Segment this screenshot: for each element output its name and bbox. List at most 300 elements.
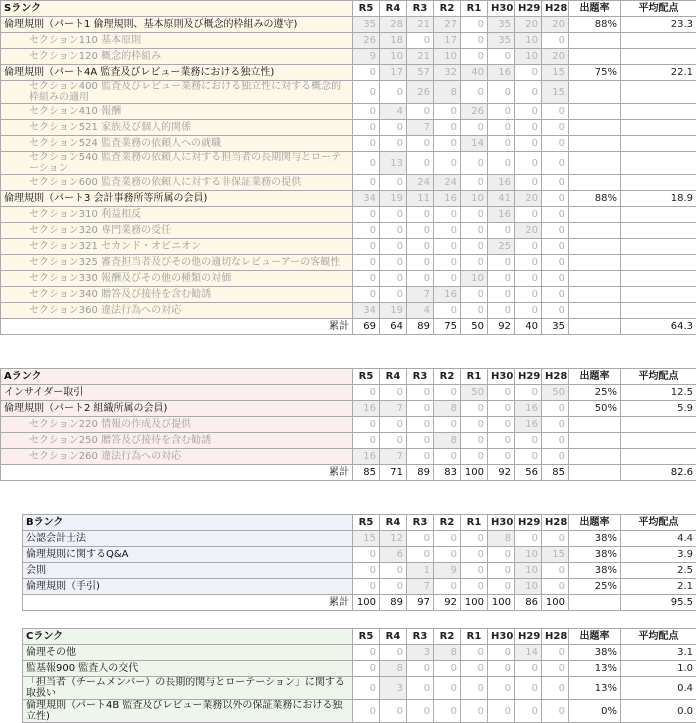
count-cell: 0: [488, 563, 515, 579]
total-row: [1, 465, 696, 481]
count-cell: 0: [380, 175, 407, 191]
rate-cell: [569, 287, 621, 303]
count-cell: 14: [515, 645, 542, 661]
topic-label: 倫理規則（パート4A 監査及びレビュー業務における独立性): [1, 65, 353, 81]
rank-title: Bランク: [23, 515, 353, 531]
count-cell: 8: [434, 433, 461, 449]
count-cell: 0: [488, 136, 515, 152]
total-cell: 89: [407, 465, 434, 481]
header-row: [23, 629, 696, 645]
total-cell: 56: [515, 465, 542, 481]
avg-cell: [621, 81, 696, 104]
count-cell: 0: [488, 81, 515, 104]
count-cell: 0: [353, 677, 380, 700]
rate-cell: [569, 152, 621, 175]
year-header: R4: [380, 629, 407, 645]
count-cell: 0: [407, 401, 434, 417]
total-rate-cell: [569, 595, 621, 611]
count-cell: 0: [353, 547, 380, 563]
avg-cell: [621, 287, 696, 303]
count-cell: 0: [515, 661, 542, 677]
topic-label: 会則: [23, 563, 353, 579]
avg-cell: [621, 271, 696, 287]
rate-cell: [569, 303, 621, 319]
rate-cell: 38%: [569, 563, 621, 579]
topic-row: [23, 547, 696, 563]
count-cell: 0: [461, 255, 488, 271]
count-cell: 0: [461, 49, 488, 65]
count-cell: 0: [542, 175, 569, 191]
total-cell: 92: [434, 595, 461, 611]
count-cell: 20: [515, 223, 542, 239]
count-cell: 0: [353, 65, 380, 81]
count-cell: 7: [380, 401, 407, 417]
count-cell: 16: [488, 65, 515, 81]
count-cell: 0: [488, 417, 515, 433]
count-cell: 0: [488, 385, 515, 401]
count-cell: 0: [353, 287, 380, 303]
count-cell: 0: [488, 152, 515, 175]
count-cell: 28: [380, 17, 407, 33]
subtopic-row: [1, 49, 696, 65]
subtopic-row: [1, 287, 696, 303]
count-cell: 16: [353, 401, 380, 417]
count-cell: 10: [515, 33, 542, 49]
avg-cell: 23.3: [621, 17, 696, 33]
subtopic-label: セクション400 監査及びレビュー業務における独立性に対する概念的枠組みの適用: [1, 81, 353, 104]
rate-cell: 13%: [569, 661, 621, 677]
rate-cell: 38%: [569, 531, 621, 547]
subtopic-row: [1, 271, 696, 287]
subtopic-row: [1, 152, 696, 175]
count-cell: 41: [488, 191, 515, 207]
count-cell: 0: [542, 579, 569, 595]
total-cell: 40: [515, 319, 542, 335]
rate-cell: [569, 49, 621, 65]
count-cell: 20: [515, 191, 542, 207]
avg-cell: [621, 104, 696, 120]
count-cell: 10: [515, 547, 542, 563]
count-cell: 0: [380, 563, 407, 579]
count-cell: 0: [407, 255, 434, 271]
subtopic-label: セクション310 利益相反: [1, 207, 353, 223]
count-cell: 0: [407, 547, 434, 563]
count-cell: 0: [515, 175, 542, 191]
total-row: [23, 595, 696, 611]
avg-cell: 0.4: [621, 677, 696, 700]
total-cell: 35: [542, 319, 569, 335]
count-cell: 0: [380, 120, 407, 136]
subtopic-label: セクション410 報酬: [1, 104, 353, 120]
subtopic-label: セクション120 概念的枠組み: [1, 49, 353, 65]
count-cell: 0: [407, 104, 434, 120]
count-cell: 0: [380, 385, 407, 401]
count-cell: 0: [461, 449, 488, 465]
count-cell: 1: [407, 563, 434, 579]
avg-cell: [621, 417, 696, 433]
count-cell: 0: [461, 152, 488, 175]
avg-cell: 22.1: [621, 65, 696, 81]
count-cell: 7: [407, 120, 434, 136]
topic-row: [1, 401, 696, 417]
count-cell: 0: [515, 255, 542, 271]
topic-label: 倫理規則（手引): [23, 579, 353, 595]
count-cell: 0: [434, 207, 461, 223]
count-cell: 0: [407, 677, 434, 700]
rate-cell: [569, 433, 621, 449]
count-cell: 0: [434, 661, 461, 677]
count-cell: 35: [353, 17, 380, 33]
year-header: R5: [353, 369, 380, 385]
count-cell: 0: [542, 33, 569, 49]
count-cell: 0: [407, 152, 434, 175]
count-cell: 16: [488, 175, 515, 191]
avg-cell: [621, 136, 696, 152]
rate-cell: 0%: [569, 700, 621, 723]
count-cell: 20: [515, 17, 542, 33]
total-cell: 50: [461, 319, 488, 335]
count-cell: 0: [542, 223, 569, 239]
rate-cell: 88%: [569, 17, 621, 33]
count-cell: 0: [542, 120, 569, 136]
count-cell: 21: [407, 17, 434, 33]
count-cell: 0: [353, 255, 380, 271]
count-cell: 0: [380, 287, 407, 303]
avg-cell: [621, 239, 696, 255]
total-cell: 92: [488, 465, 515, 481]
count-cell: 0: [461, 661, 488, 677]
total-cell: 100: [488, 595, 515, 611]
count-cell: 0: [542, 531, 569, 547]
count-cell: 18: [380, 33, 407, 49]
subtopic-label: セクション260 違法行為への対応: [1, 449, 353, 465]
count-cell: 16: [515, 417, 542, 433]
topic-label: 倫理規則（パート4B 監査及びレビュー業務以外の保証業務における独立性): [23, 700, 353, 723]
year-header: R3: [407, 369, 434, 385]
count-cell: 0: [488, 661, 515, 677]
rate-header: 出題率: [569, 629, 621, 645]
count-cell: 16: [434, 287, 461, 303]
subtopic-label: セクション360 違法行為への対応: [1, 303, 353, 319]
count-cell: 0: [407, 531, 434, 547]
count-cell: 0: [488, 433, 515, 449]
count-cell: 10: [515, 579, 542, 595]
year-header: R2: [434, 515, 461, 531]
count-cell: 32: [434, 65, 461, 81]
rate-cell: [569, 175, 621, 191]
rate-cell: 25%: [569, 385, 621, 401]
year-header: H29: [515, 369, 542, 385]
count-cell: 0: [542, 271, 569, 287]
count-cell: 26: [461, 104, 488, 120]
year-header: H30: [488, 515, 515, 531]
count-cell: 0: [461, 401, 488, 417]
count-cell: 8: [380, 661, 407, 677]
rate-cell: 50%: [569, 401, 621, 417]
count-cell: 0: [542, 449, 569, 465]
count-cell: 50: [461, 385, 488, 401]
avg-cell: 3.9: [621, 547, 696, 563]
count-cell: 0: [353, 645, 380, 661]
count-cell: 7: [380, 449, 407, 465]
count-cell: 0: [461, 645, 488, 661]
count-cell: 12: [380, 531, 407, 547]
count-cell: 0: [515, 271, 542, 287]
count-cell: 0: [515, 531, 542, 547]
topic-row: [23, 579, 696, 595]
count-cell: 0: [461, 677, 488, 700]
total-cell: 89: [380, 595, 407, 611]
count-cell: 8: [488, 531, 515, 547]
count-cell: 0: [434, 223, 461, 239]
total-cell: 83: [434, 465, 461, 481]
count-cell: 0: [434, 547, 461, 563]
rank-title: Sランク: [1, 1, 353, 17]
a-rank-table: [0, 368, 696, 481]
total-cell: 64: [380, 319, 407, 335]
count-cell: 34: [353, 303, 380, 319]
year-header: H28: [542, 629, 569, 645]
rate-cell: 75%: [569, 65, 621, 81]
count-cell: 0: [461, 175, 488, 191]
count-cell: 0: [542, 417, 569, 433]
total-cell: 85: [353, 465, 380, 481]
count-cell: 0: [434, 271, 461, 287]
count-cell: 0: [515, 81, 542, 104]
count-cell: 0: [461, 700, 488, 723]
count-cell: 0: [407, 385, 434, 401]
subtopic-row: [1, 223, 696, 239]
total-cell: 100: [542, 595, 569, 611]
rank-title: Cランク: [23, 629, 353, 645]
count-cell: 0: [434, 120, 461, 136]
count-cell: 0: [515, 385, 542, 401]
count-cell: 10: [461, 271, 488, 287]
count-cell: 0: [461, 120, 488, 136]
subtopic-row: [1, 433, 696, 449]
count-cell: 19: [380, 191, 407, 207]
count-cell: 0: [353, 239, 380, 255]
count-cell: 57: [407, 65, 434, 81]
subtopic-row: [1, 175, 696, 191]
count-cell: 0: [407, 207, 434, 223]
rate-cell: [569, 81, 621, 104]
year-header: H29: [515, 1, 542, 17]
count-cell: 24: [434, 175, 461, 191]
rate-cell: [569, 417, 621, 433]
count-cell: 4: [380, 104, 407, 120]
count-cell: 0: [488, 223, 515, 239]
year-header: R3: [407, 1, 434, 17]
count-cell: 0: [434, 255, 461, 271]
year-header: R1: [461, 515, 488, 531]
count-cell: 19: [380, 303, 407, 319]
count-cell: 15: [542, 547, 569, 563]
count-cell: 7: [407, 579, 434, 595]
subtopic-row: [1, 417, 696, 433]
count-cell: 0: [515, 449, 542, 465]
total-avg: 82.6: [621, 465, 696, 481]
count-cell: 21: [407, 49, 434, 65]
avg-cell: [621, 223, 696, 239]
count-cell: 0: [407, 271, 434, 287]
topic-row: [23, 700, 696, 723]
count-cell: 0: [353, 579, 380, 595]
count-cell: 0: [380, 645, 407, 661]
year-header: R4: [380, 369, 407, 385]
rate-cell: 38%: [569, 547, 621, 563]
avg-cell: [621, 255, 696, 271]
year-header: H30: [488, 369, 515, 385]
year-header: H29: [515, 629, 542, 645]
count-cell: 0: [353, 700, 380, 723]
count-cell: 0: [380, 239, 407, 255]
count-cell: 0: [542, 563, 569, 579]
count-cell: 0: [461, 287, 488, 303]
count-cell: 0: [488, 104, 515, 120]
count-cell: 0: [380, 207, 407, 223]
total-cell: 69: [353, 319, 380, 335]
year-header: R2: [434, 629, 461, 645]
year-header: R5: [353, 515, 380, 531]
year-header: R4: [380, 515, 407, 531]
count-cell: 0: [515, 65, 542, 81]
count-cell: 0: [434, 531, 461, 547]
topic-label: 倫理規則（パート3 会計事務所等所属の会員): [1, 191, 353, 207]
count-cell: 0: [407, 700, 434, 723]
count-cell: 3: [407, 645, 434, 661]
count-cell: 10: [434, 49, 461, 65]
rate-cell: [569, 136, 621, 152]
rate-header: 出題率: [569, 369, 621, 385]
count-cell: 0: [488, 271, 515, 287]
count-cell: 0: [407, 449, 434, 465]
count-cell: 0: [542, 700, 569, 723]
topic-row: [1, 65, 696, 81]
count-cell: 0: [488, 547, 515, 563]
topic-row: [1, 17, 696, 33]
count-cell: 0: [407, 433, 434, 449]
count-cell: 0: [434, 385, 461, 401]
subtopic-row: [1, 255, 696, 271]
rate-cell: [569, 207, 621, 223]
subtopic-label: セクション600 監査業務の依頼人に対する非保証業務の提供: [1, 175, 353, 191]
rate-cell: [569, 449, 621, 465]
avg-header: 平均配点: [621, 369, 696, 385]
year-header: H28: [542, 515, 569, 531]
count-cell: 0: [515, 239, 542, 255]
count-cell: 0: [353, 385, 380, 401]
avg-cell: 2.1: [621, 579, 696, 595]
count-cell: 0: [488, 255, 515, 271]
count-cell: 8: [434, 81, 461, 104]
count-cell: 15: [542, 81, 569, 104]
count-cell: 0: [407, 223, 434, 239]
total-cell: 100: [461, 595, 488, 611]
count-cell: 0: [434, 677, 461, 700]
count-cell: 0: [407, 661, 434, 677]
total-avg: 64.3: [621, 319, 696, 335]
count-cell: 35: [488, 33, 515, 49]
count-cell: 0: [461, 223, 488, 239]
count-cell: 0: [434, 417, 461, 433]
s-rank-table: [0, 0, 696, 335]
count-cell: 0: [515, 433, 542, 449]
count-cell: 0: [434, 303, 461, 319]
count-cell: 0: [461, 207, 488, 223]
count-cell: 0: [542, 303, 569, 319]
count-cell: 0: [515, 104, 542, 120]
topic-label: 倫理規則に関するQ&A: [23, 547, 353, 563]
rate-cell: [569, 239, 621, 255]
count-cell: 0: [488, 49, 515, 65]
count-cell: 24: [407, 175, 434, 191]
avg-cell: [621, 175, 696, 191]
rate-cell: 88%: [569, 191, 621, 207]
count-cell: 0: [434, 152, 461, 175]
count-cell: 0: [434, 239, 461, 255]
year-header: H30: [488, 1, 515, 17]
count-cell: 6: [380, 547, 407, 563]
total-cell: 100: [353, 595, 380, 611]
count-cell: 0: [353, 207, 380, 223]
subtopic-label: セクション524 監査業務の依頼人への就職: [1, 136, 353, 152]
count-cell: 0: [542, 677, 569, 700]
year-header: R1: [461, 1, 488, 17]
b-rank-table: [22, 514, 696, 611]
count-cell: 0: [407, 417, 434, 433]
count-cell: 8: [434, 401, 461, 417]
count-cell: 0: [515, 700, 542, 723]
count-cell: 0: [353, 120, 380, 136]
rate-cell: 25%: [569, 579, 621, 595]
count-cell: 8: [434, 645, 461, 661]
count-cell: 0: [488, 700, 515, 723]
count-cell: 0: [461, 239, 488, 255]
subtopic-label: セクション110 基本原則: [1, 33, 353, 49]
year-header: R5: [353, 629, 380, 645]
count-cell: 0: [461, 81, 488, 104]
count-cell: 0: [542, 433, 569, 449]
topic-label: 倫理規則（パート1 倫理規則、基本原則及び概念的枠組みの遵守): [1, 17, 353, 33]
avg-cell: [621, 49, 696, 65]
count-cell: 0: [461, 563, 488, 579]
count-cell: 34: [353, 191, 380, 207]
rate-cell: [569, 271, 621, 287]
year-header: R5: [353, 1, 380, 17]
count-cell: 0: [353, 271, 380, 287]
count-cell: 0: [407, 136, 434, 152]
count-cell: 0: [380, 255, 407, 271]
count-cell: 0: [488, 287, 515, 303]
count-cell: 13: [380, 152, 407, 175]
total-label: 累計: [1, 465, 353, 481]
avg-cell: 2.5: [621, 563, 696, 579]
avg-cell: 12.5: [621, 385, 696, 401]
count-cell: 0: [380, 81, 407, 104]
count-cell: 0: [542, 255, 569, 271]
count-cell: 0: [542, 191, 569, 207]
count-cell: 25: [488, 239, 515, 255]
year-header: R4: [380, 1, 407, 17]
topic-label: 公認会計士法: [23, 531, 353, 547]
year-header: H30: [488, 629, 515, 645]
topic-label: インサイダー取引: [1, 385, 353, 401]
count-cell: 20: [542, 17, 569, 33]
count-cell: 0: [515, 207, 542, 223]
count-cell: 0: [515, 287, 542, 303]
subtopic-label: セクション250 贈答及び接待を含む勧誘: [1, 433, 353, 449]
